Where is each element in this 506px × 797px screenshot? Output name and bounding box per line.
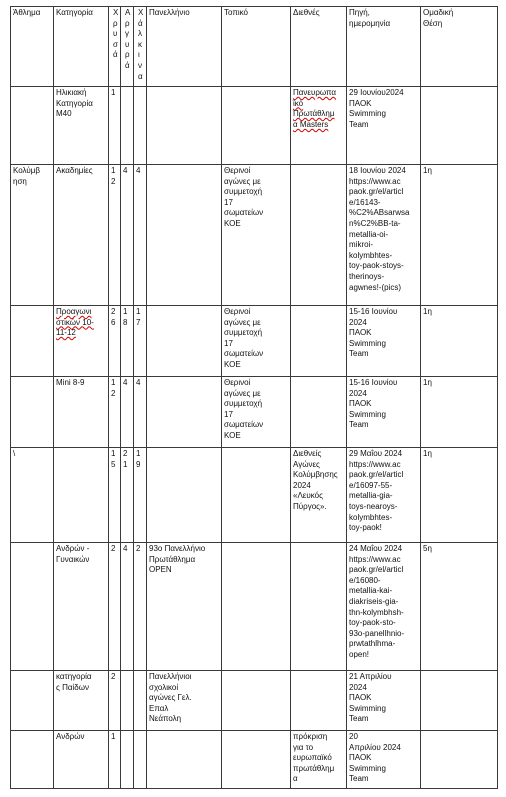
- cell-panhellenic: [147, 448, 222, 543]
- table-row: [11, 306, 498, 377]
- cell-category: Ακαδημίες: [54, 165, 109, 306]
- cell-category: Mini 8-9: [54, 377, 109, 448]
- cell-source: 24 Μαΐου 2024 https://www.ac paok.gr/el/articl e/16080- metallia-kai- diakriseis-gia- thn-kolymbhsh- toy-paok-sto- 93o-panellhnio- prwtathlhma- open!: [347, 543, 421, 671]
- cell-bronze: [134, 671, 147, 731]
- cell-bronze: 4: [134, 377, 147, 448]
- cell-panhellenic: 93ο Πανελλήνιο Πρωτάθλημα OPEN: [147, 543, 222, 671]
- cell-international: Διεθνείς Αγώνες Κολύμβησης 2024 «Λευκός Πύργος».: [291, 448, 347, 543]
- cell-local: [222, 87, 291, 165]
- cell-silver: 4: [121, 543, 134, 671]
- cell-gold: 1 2: [109, 165, 121, 306]
- cell-gold: 2: [109, 671, 121, 731]
- cell-gold: 2 6: [109, 306, 121, 377]
- table-row: [11, 731, 498, 789]
- cell-local: [222, 448, 291, 543]
- table-row: [11, 165, 498, 306]
- cell-gold: 1: [109, 731, 121, 789]
- table-row: [11, 671, 498, 731]
- cell-team-position: [421, 671, 498, 731]
- cell-bronze: [134, 87, 147, 165]
- cell-sport: Κολύμβ ηση: [11, 165, 54, 306]
- cell-team-position: 5η: [421, 543, 498, 671]
- header-row: [11, 7, 498, 87]
- cell-silver: [121, 671, 134, 731]
- cell-international: [291, 377, 347, 448]
- cell-sport: \: [11, 448, 54, 543]
- cell-international: [291, 543, 347, 671]
- cell-local: Θερινοί αγώνες με συμμετοχή 17 σωματείων ΚΟΕ: [222, 377, 291, 448]
- cell-panhellenic: Πανελλήνιοι σχολικοί αγώνες Γελ. Επαλ Νεάπολη: [147, 671, 222, 731]
- cell-category: Ηλικιακή Κατηγορία Μ40: [54, 87, 109, 165]
- cell-panhellenic: [147, 377, 222, 448]
- cell-gold: 1 2: [109, 377, 121, 448]
- cell-team-position: 1η: [421, 377, 498, 448]
- cell-team-position: [421, 731, 498, 789]
- table-row: [11, 448, 498, 543]
- cell-silver: 2 1: [121, 448, 134, 543]
- cell-panhellenic: [147, 165, 222, 306]
- cell-category: Ανδρών - Γυναικών: [54, 543, 109, 671]
- cell-team-position: 1η: [421, 306, 498, 377]
- table-row: [11, 377, 498, 448]
- header-category: Κατηγορία: [54, 7, 109, 87]
- header-gold: Χ ρ υ σ ά: [109, 7, 121, 87]
- header-panhellenic: Πανελλήνιο: [147, 7, 222, 87]
- cell-silver: [121, 87, 134, 165]
- cell-sport: [11, 543, 54, 671]
- cell-bronze: 1 7: [134, 306, 147, 377]
- cell-team-position: 1η: [421, 448, 498, 543]
- cell-bronze: 1 9: [134, 448, 147, 543]
- cell-local: [222, 543, 291, 671]
- cell-bronze: [134, 731, 147, 789]
- cell-sport: [11, 731, 54, 789]
- header-international: Διεθνές: [291, 7, 347, 87]
- cell-local: Θερινοί αγώνες με συμμετοχή 17 σωματείων ΚΟΕ: [222, 306, 291, 377]
- header-source: Πηγή, ημερομηνία: [347, 7, 421, 87]
- cell-bronze: 4: [134, 165, 147, 306]
- cell-source: 29 Μαΐου 2024 https://www.ac paok.gr/el/articl e/16097-55- metallia-gia- toys-nearoys- kolymbhtes- toy-paok!: [347, 448, 421, 543]
- cell-panhellenic: [147, 306, 222, 377]
- header-local: Τοπικό: [222, 7, 291, 87]
- cell-source: 18 Ιουνίου 2024 https://www.ac paok.gr/el/articl e/16143- %C2%ABsarwsa n%C2%BB-ta- metallia-oi- mikroi- kolymbhtes- toy-paok-stoys- therinoys- agwnes!-(pics): [347, 165, 421, 306]
- cell-gold: 2: [109, 543, 121, 671]
- cell-source: 15-16 Ιουνίου 2024 ΠΑΟΚ Swimming Team: [347, 306, 421, 377]
- cell-category: Προαγωνι στικών 10- 11-12: [54, 306, 109, 377]
- cell-source: 21 Απριλίου 2024 ΠΑΟΚ Swimming Team: [347, 671, 421, 731]
- cell-silver: 4: [121, 165, 134, 306]
- header-team-position: Ομαδική Θέση: [421, 7, 498, 87]
- header-silver: Α ρ γ υ ρ ά: [121, 7, 134, 87]
- cell-local: Θερινοί αγώνες με συμμετοχή 17 σωματείων ΚΟΕ: [222, 165, 291, 306]
- cell-team-position: 1η: [421, 165, 498, 306]
- cell-source: 29 Ιουνίου2024 ΠΑΟΚ Swimming Team: [347, 87, 421, 165]
- cell-international: Πανευρωπα ϊκό Πρωτάθλημ α Masters: [291, 87, 347, 165]
- cell-international: [291, 671, 347, 731]
- cell-category: [54, 448, 109, 543]
- cell-gold: 1: [109, 87, 121, 165]
- cell-category: κατηγορία ς Παίδων: [54, 671, 109, 731]
- cell-international: [291, 306, 347, 377]
- cell-team-position: [421, 87, 498, 165]
- cell-international: [291, 165, 347, 306]
- cell-local: [222, 731, 291, 789]
- cell-silver: 4: [121, 377, 134, 448]
- cell-international: πρόκριση για το ευρωπαϊκό πρωτάθλημ α: [291, 731, 347, 789]
- cell-silver: [121, 731, 134, 789]
- cell-source: 15-16 Ιουνίου 2024 ΠΑΟΚ Swimming Team: [347, 377, 421, 448]
- table-row: [11, 543, 498, 671]
- cell-sport: [11, 377, 54, 448]
- header-bronze: Χ ά λ κ ι ν α: [134, 7, 147, 87]
- cell-panhellenic: [147, 731, 222, 789]
- cell-local: [222, 671, 291, 731]
- cell-bronze: 2: [134, 543, 147, 671]
- cell-panhellenic: [147, 87, 222, 165]
- cell-sport: [11, 671, 54, 731]
- table-row: [11, 87, 498, 165]
- cell-source: 20 Απριλίου 2024 ΠΑΟΚ Swimming Team: [347, 731, 421, 789]
- cell-sport: [11, 87, 54, 165]
- header-sport: Άθλημα: [11, 7, 54, 87]
- cell-gold: 1 5: [109, 448, 121, 543]
- medals-table: [10, 6, 498, 789]
- cell-silver: 1 8: [121, 306, 134, 377]
- cell-sport: [11, 306, 54, 377]
- cell-category: Ανδρών: [54, 731, 109, 789]
